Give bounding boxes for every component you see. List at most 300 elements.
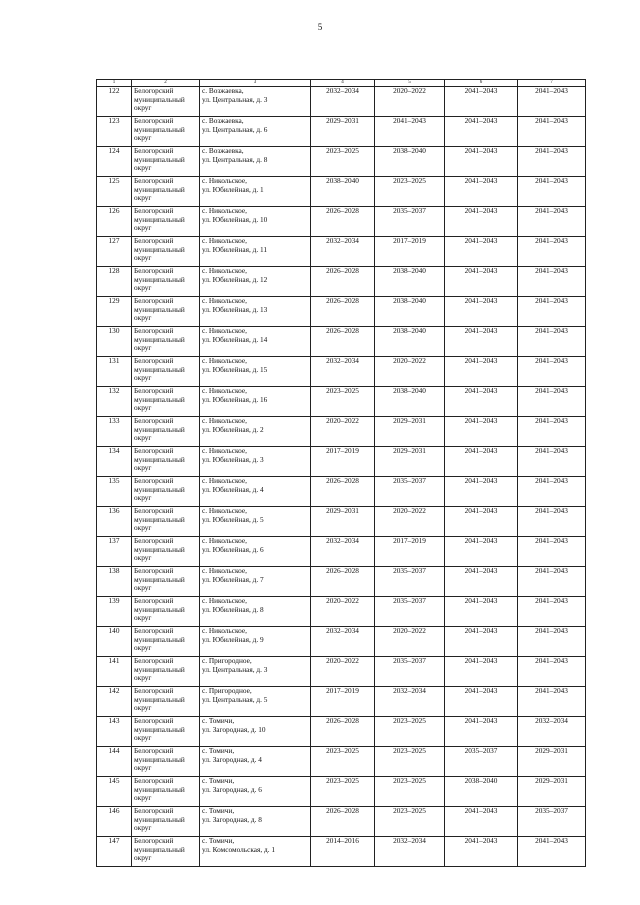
period-col7-cell (518, 297, 586, 327)
address-cell (200, 267, 311, 297)
row-number-cell (97, 837, 132, 867)
period-col5-cell (375, 507, 445, 537)
period-col6-cell (445, 147, 518, 177)
period-col4-cell-text: 2026–2028 (326, 326, 359, 335)
period-col6-cell-text: 2041–2043 (464, 596, 498, 605)
period-col7-cell-text: 2041–2043 (535, 266, 568, 275)
period-col6-cell (445, 447, 518, 477)
row-number-cell-text: 135 (108, 476, 120, 485)
period-col4-cell-text: 2026–2028 (326, 476, 359, 485)
column-header: 4 (311, 80, 375, 87)
district-cell (132, 177, 200, 207)
period-col5-cell-text: 2038–2040 (393, 266, 426, 275)
row-number-cell (97, 567, 132, 597)
row-number-cell (97, 357, 132, 387)
district-cell (132, 807, 200, 837)
period-col7-cell-text: 2029–2031 (535, 776, 568, 785)
period-col4-cell-text: 2023–2025 (326, 776, 359, 785)
address-cell (200, 417, 311, 447)
period-col6-cell (445, 87, 518, 117)
address-cell-text: с. Никольское, ул. Юбилейная, д. 15 (202, 356, 268, 374)
period-col7-cell-text: 2041–2043 (535, 86, 568, 95)
address-cell (200, 507, 311, 537)
period-col5-cell-text: 2035–2037 (393, 476, 426, 485)
period-col7-cell-text: 2041–2043 (535, 686, 568, 695)
address-cell-text: с. Возжаевка, ул. Центральная, д. 8 (202, 146, 268, 164)
district-cell-text: Белогорский муниципальный округ (134, 296, 185, 323)
row-number-cell-text: 126 (108, 206, 120, 215)
address-cell-text: с. Никольское, ул. Юбилейная, д. 2 (202, 416, 264, 434)
period-col7-cell-text: 2041–2043 (535, 416, 568, 425)
period-col4-cell-text: 2026–2028 (326, 266, 359, 275)
period-col4-cell-text: 2014–2016 (326, 836, 359, 845)
district-cell-text: Белогорский муниципальный округ (134, 836, 185, 863)
period-col5-cell (375, 627, 445, 657)
period-col5-cell-text: 2035–2037 (393, 206, 426, 215)
district-cell-text: Белогорский муниципальный округ (134, 356, 185, 383)
row-number-cell (97, 687, 132, 717)
period-col7-cell-text: 2041–2043 (535, 656, 568, 665)
period-col6-cell (445, 357, 518, 387)
table-header (97, 80, 586, 87)
period-col6-cell (445, 567, 518, 597)
period-col5-cell (375, 147, 445, 177)
period-col6-cell-text: 2041–2043 (464, 206, 498, 215)
address-cell-text: с. Томичи, ул. Загородная, д. 4 (202, 746, 262, 764)
district-cell (132, 837, 200, 867)
period-col6-cell-text: 2041–2043 (464, 176, 498, 185)
district-cell (132, 597, 200, 627)
address-cell-text: с. Томичи, ул. Загородная, д. 6 (202, 776, 262, 794)
period-col7-cell (518, 207, 586, 237)
address-cell-text: с. Никольское, ул. Юбилейная, д. 14 (202, 326, 268, 344)
period-col7-cell-text: 2041–2043 (535, 476, 568, 485)
period-col6-cell-text: 2041–2043 (464, 476, 498, 485)
period-col6-cell (445, 627, 518, 657)
row-number-cell-text: 146 (108, 806, 120, 815)
period-col4-cell (311, 447, 375, 477)
row-number-cell-text: 144 (108, 746, 120, 755)
period-col4-cell-text: 2020–2022 (326, 596, 359, 605)
district-cell-text: Белогорский муниципальный округ (134, 176, 185, 203)
district-cell-text: Белогорский муниципальный округ (134, 476, 185, 503)
period-col7-cell (518, 807, 586, 837)
row-number-cell-text: 136 (108, 506, 120, 515)
period-col5-cell-text: 2038–2040 (393, 386, 426, 395)
header-row (97, 80, 586, 87)
period-col6-cell (445, 177, 518, 207)
address-cell (200, 177, 311, 207)
period-col7-cell (518, 417, 586, 447)
period-col7-cell-text: 2041–2043 (535, 326, 568, 335)
address-cell (200, 117, 311, 147)
address-cell (200, 807, 311, 837)
period-col6-cell (445, 537, 518, 567)
period-col6-cell (445, 597, 518, 627)
period-col5-cell-text: 2029–2031 (393, 416, 426, 425)
period-col7-cell (518, 837, 586, 867)
period-col5-cell (375, 807, 445, 837)
table-row (97, 417, 586, 447)
period-col6-cell-text: 2041–2043 (464, 836, 498, 845)
address-cell-text: с. Никольское, ул. Юбилейная, д. 8 (202, 596, 264, 614)
row-number-cell (97, 237, 132, 267)
period-col4-cell (311, 717, 375, 747)
period-col6-cell-text: 2041–2043 (464, 566, 498, 575)
period-col6-cell-text: 2041–2043 (464, 716, 498, 725)
row-number-cell (97, 117, 132, 147)
row-number-cell (97, 747, 132, 777)
housing-schedule-table (96, 79, 586, 867)
period-col4-cell (311, 837, 375, 867)
address-cell-text: с. Никольское, ул. Юбилейная, д. 1 (202, 176, 264, 194)
period-col7-cell (518, 537, 586, 567)
district-cell-text: Белогорский муниципальный округ (134, 746, 185, 773)
period-col4-cell-text: 2020–2022 (326, 656, 359, 665)
period-col4-cell (311, 777, 375, 807)
period-col5-cell (375, 597, 445, 627)
district-cell-text: Белогорский муниципальный округ (134, 716, 185, 743)
period-col5-cell (375, 837, 445, 867)
district-cell (132, 237, 200, 267)
period-col7-cell (518, 597, 586, 627)
period-col5-cell (375, 657, 445, 687)
period-col4-cell (311, 237, 375, 267)
period-col6-cell-text: 2035–2037 (464, 746, 498, 755)
address-cell (200, 87, 311, 117)
period-col5-cell-text: 2038–2040 (393, 296, 426, 305)
district-cell (132, 297, 200, 327)
period-col7-cell-text: 2041–2043 (535, 566, 568, 575)
period-col5-cell (375, 717, 445, 747)
period-col5-cell-text: 2023–2025 (393, 746, 426, 755)
district-cell (132, 387, 200, 417)
period-col6-cell-text: 2041–2043 (464, 86, 498, 95)
period-col6-cell (445, 507, 518, 537)
address-cell-text: с. Никольское, ул. Юбилейная, д. 9 (202, 626, 264, 644)
period-col4-cell-text: 2038–2040 (326, 176, 359, 185)
address-cell (200, 357, 311, 387)
district-cell (132, 687, 200, 717)
row-number-cell-text: 147 (108, 836, 120, 845)
row-number-cell (97, 147, 132, 177)
row-number-cell (97, 777, 132, 807)
column-header: 1 (97, 80, 132, 87)
period-col5-cell (375, 477, 445, 507)
period-col6-cell-text: 2041–2043 (464, 116, 498, 125)
row-number-cell-text: 129 (108, 296, 120, 305)
district-cell-text: Белогорский муниципальный округ (134, 416, 185, 443)
address-cell (200, 777, 311, 807)
address-cell-text: с. Никольское, ул. Юбилейная, д. 11 (202, 236, 268, 254)
address-cell-text: с. Никольское, ул. Юбилейная, д. 6 (202, 536, 264, 554)
row-number-cell-text: 125 (108, 176, 120, 185)
district-cell-text: Белогорский муниципальный округ (134, 266, 185, 293)
row-number-cell (97, 717, 132, 747)
district-cell (132, 657, 200, 687)
address-cell-text: с. Никольское, ул. Юбилейная, д. 5 (202, 506, 264, 524)
row-number-cell (97, 327, 132, 357)
period-col7-cell (518, 477, 586, 507)
row-number-cell (97, 627, 132, 657)
period-col7-cell-text: 2041–2043 (535, 116, 568, 125)
district-cell (132, 447, 200, 477)
district-cell-text: Белогорский муниципальный округ (134, 446, 185, 473)
district-cell (132, 507, 200, 537)
period-col5-cell-text: 2041–2043 (393, 116, 426, 125)
period-col6-cell (445, 657, 518, 687)
period-col7-cell (518, 387, 586, 417)
period-col7-cell (518, 117, 586, 147)
period-col4-cell (311, 117, 375, 147)
table-row (97, 507, 586, 537)
period-col6-cell (445, 477, 518, 507)
period-col4-cell-text: 2026–2028 (326, 566, 359, 575)
table-row (97, 777, 586, 807)
table-row (97, 327, 586, 357)
period-col6-cell (445, 687, 518, 717)
period-col5-cell (375, 327, 445, 357)
period-col4-cell (311, 537, 375, 567)
column-header: 6 (445, 80, 518, 87)
period-col4-cell-text: 2026–2028 (326, 806, 359, 815)
district-cell-text: Белогорский муниципальный округ (134, 596, 185, 623)
address-cell-text: с. Пригородное, ул. Центральная, д. 3 (202, 656, 268, 674)
period-col6-cell (445, 327, 518, 357)
period-col4-cell-text: 2032–2034 (326, 236, 359, 245)
period-col5-cell (375, 387, 445, 417)
period-col5-cell (375, 87, 445, 117)
address-cell (200, 567, 311, 597)
row-number-cell (97, 417, 132, 447)
table-row (97, 537, 586, 567)
address-cell (200, 597, 311, 627)
column-header: 7 (518, 80, 586, 87)
row-number-cell-text: 138 (108, 566, 120, 575)
row-number-cell (97, 177, 132, 207)
period-col4-cell (311, 627, 375, 657)
period-col4-cell-text: 2023–2025 (326, 146, 359, 155)
row-number-cell (97, 297, 132, 327)
row-number-cell-text: 145 (108, 776, 120, 785)
district-cell (132, 567, 200, 597)
address-cell-text: с. Никольское, ул. Юбилейная, д. 3 (202, 446, 264, 464)
period-col4-cell-text: 2032–2034 (326, 536, 359, 545)
address-cell (200, 237, 311, 267)
period-col4-cell (311, 417, 375, 447)
row-number-cell (97, 387, 132, 417)
address-cell (200, 537, 311, 567)
district-cell (132, 147, 200, 177)
address-cell (200, 687, 311, 717)
row-number-cell-text: 142 (108, 686, 120, 695)
period-col4-cell-text: 2026–2028 (326, 716, 359, 725)
address-cell-text: с. Возжаевка, ул. Центральная, д. 6 (202, 116, 268, 134)
period-col5-cell (375, 237, 445, 267)
period-col7-cell (518, 357, 586, 387)
district-cell-text: Белогорский муниципальный округ (134, 116, 185, 143)
period-col5-cell (375, 747, 445, 777)
address-cell-text: с. Томичи, ул. Загородная, д. 10 (202, 716, 266, 734)
period-col4-cell-text: 2032–2034 (326, 356, 359, 365)
column-header: 3 (200, 80, 311, 87)
period-col7-cell-text: 2041–2043 (535, 296, 568, 305)
row-number-cell (97, 207, 132, 237)
table-row (97, 297, 586, 327)
period-col4-cell-text: 2023–2025 (326, 386, 359, 395)
period-col7-cell-text: 2041–2043 (535, 536, 568, 545)
table-row (97, 717, 586, 747)
address-cell-text: с. Никольское, ул. Юбилейная, д. 16 (202, 386, 268, 404)
period-col5-cell (375, 117, 445, 147)
period-col6-cell (445, 387, 518, 417)
period-col7-cell-text: 2035–2037 (535, 806, 568, 815)
row-number-cell-text: 127 (108, 236, 120, 245)
district-cell-text: Белогорский муниципальный округ (134, 206, 185, 233)
period-col7-cell (518, 687, 586, 717)
district-cell (132, 627, 200, 657)
table-row (97, 357, 586, 387)
period-col7-cell-text: 2041–2043 (535, 446, 568, 455)
period-col6-cell-text: 2041–2043 (464, 446, 498, 455)
address-cell (200, 837, 311, 867)
period-col4-cell (311, 87, 375, 117)
period-col5-cell (375, 297, 445, 327)
column-header: 5 (375, 80, 445, 87)
period-col7-cell-text: 2041–2043 (535, 356, 568, 365)
address-cell (200, 477, 311, 507)
table-row (97, 807, 586, 837)
period-col6-cell-text: 2041–2043 (464, 296, 498, 305)
period-col5-cell (375, 777, 445, 807)
district-cell (132, 327, 200, 357)
table-row (97, 147, 586, 177)
row-number-cell-text: 131 (108, 356, 120, 365)
district-cell (132, 87, 200, 117)
period-col5-cell-text: 2035–2037 (393, 656, 426, 665)
period-col7-cell (518, 327, 586, 357)
period-col4-cell-text: 2032–2034 (326, 626, 359, 635)
period-col6-cell (445, 777, 518, 807)
period-col6-cell-text: 2041–2043 (464, 806, 498, 815)
period-col6-cell (445, 837, 518, 867)
period-col6-cell-text: 2041–2043 (464, 686, 498, 695)
period-col5-cell-text: 2020–2022 (393, 626, 426, 635)
period-col5-cell-text: 2035–2037 (393, 566, 426, 575)
period-col5-cell-text: 2023–2025 (393, 716, 426, 725)
period-col7-cell-text: 2029–2031 (535, 746, 568, 755)
period-col5-cell (375, 537, 445, 567)
period-col6-cell-text: 2041–2043 (464, 656, 498, 665)
address-cell-text: с. Томичи, ул. Комсомольская, д. 1 (202, 836, 276, 854)
period-col4-cell-text: 2020–2022 (326, 416, 359, 425)
district-cell-text: Белогорский муниципальный округ (134, 536, 185, 563)
table-row (97, 687, 586, 717)
district-cell-text: Белогорский муниципальный округ (134, 776, 185, 803)
period-col7-cell (518, 447, 586, 477)
table-row (97, 117, 586, 147)
row-number-cell (97, 447, 132, 477)
district-cell-text: Белогорский муниципальный округ (134, 326, 185, 353)
period-col5-cell (375, 687, 445, 717)
district-cell-text: Белогорский муниципальный округ (134, 506, 185, 533)
period-col6-cell-text: 2041–2043 (464, 536, 498, 545)
period-col6-cell (445, 807, 518, 837)
period-col6-cell-text: 2041–2043 (464, 386, 498, 395)
period-col7-cell (518, 177, 586, 207)
address-cell (200, 297, 311, 327)
period-col5-cell (375, 447, 445, 477)
table-row (97, 177, 586, 207)
district-cell (132, 117, 200, 147)
address-cell-text: с. Никольское, ул. Юбилейная, д. 10 (202, 206, 268, 224)
period-col4-cell (311, 357, 375, 387)
row-number-cell-text: 141 (108, 656, 120, 665)
period-col5-cell-text: 2032–2034 (393, 686, 426, 695)
district-cell-text: Белогорский муниципальный округ (134, 236, 185, 263)
row-number-cell-text: 132 (108, 386, 120, 395)
period-col5-cell-text: 2020–2022 (393, 86, 426, 95)
period-col5-cell (375, 567, 445, 597)
address-cell-text: с. Возжаевка, ул. Центральная, д. 3 (202, 86, 268, 104)
district-cell-text: Белогорский муниципальный округ (134, 656, 185, 683)
row-number-cell-text: 124 (108, 146, 120, 155)
period-col6-cell-text: 2041–2043 (464, 356, 498, 365)
period-col5-cell (375, 357, 445, 387)
period-col5-cell (375, 207, 445, 237)
table-row (97, 387, 586, 417)
period-col4-cell (311, 807, 375, 837)
period-col4-cell-text: 2029–2031 (326, 116, 359, 125)
period-col7-cell (518, 777, 586, 807)
address-cell-text: с. Пригородное, ул. Центральная, д. 5 (202, 686, 268, 704)
district-cell-text: Белогорский муниципальный округ (134, 386, 185, 413)
address-cell (200, 657, 311, 687)
period-col4-cell (311, 327, 375, 357)
address-cell (200, 207, 311, 237)
period-col6-cell-text: 2041–2043 (464, 626, 498, 635)
district-cell (132, 537, 200, 567)
period-col4-cell (311, 747, 375, 777)
period-col5-cell-text: 2029–2031 (393, 446, 426, 455)
district-cell (132, 717, 200, 747)
period-col7-cell (518, 657, 586, 687)
period-col6-cell-text: 2041–2043 (464, 506, 498, 515)
period-col4-cell (311, 147, 375, 177)
table-body (97, 87, 586, 867)
period-col5-cell (375, 267, 445, 297)
table-row (97, 657, 586, 687)
row-number-cell (97, 807, 132, 837)
district-cell-text: Белогорский муниципальный округ (134, 806, 185, 833)
table-row (97, 477, 586, 507)
period-col7-cell-text: 2041–2043 (535, 836, 568, 845)
table-row (97, 447, 586, 477)
district-cell (132, 777, 200, 807)
period-col6-cell-text: 2041–2043 (464, 266, 498, 275)
period-col7-cell (518, 627, 586, 657)
period-col6-cell (445, 207, 518, 237)
table-row (97, 87, 586, 117)
period-col7-cell-text: 2041–2043 (535, 596, 568, 605)
period-col5-cell-text: 2032–2034 (393, 836, 426, 845)
district-cell (132, 477, 200, 507)
address-cell (200, 447, 311, 477)
period-col4-cell (311, 657, 375, 687)
period-col6-cell (445, 297, 518, 327)
period-col4-cell (311, 507, 375, 537)
address-cell-text: с. Никольское, ул. Юбилейная, д. 4 (202, 476, 264, 494)
